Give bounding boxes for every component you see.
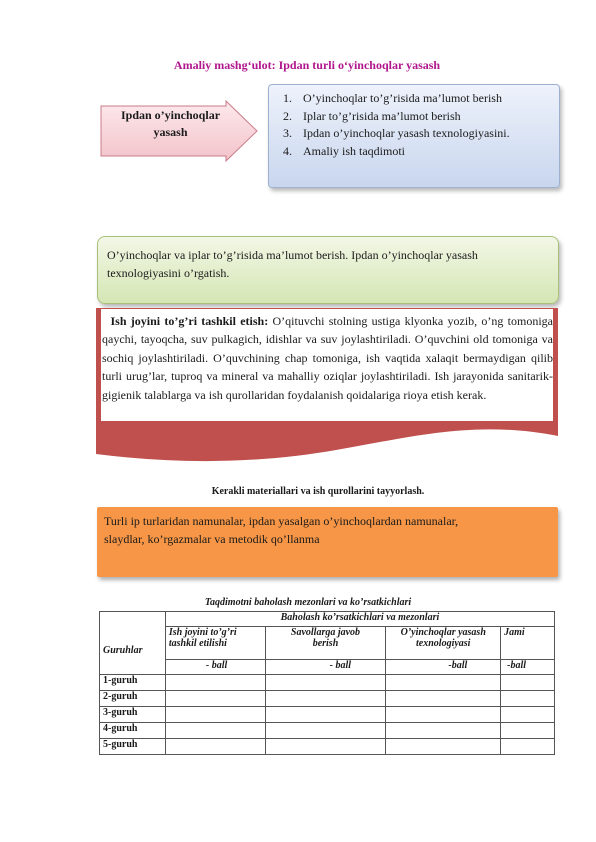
score-cell[interactable] [165,691,265,707]
score-cell[interactable] [165,707,265,723]
organization-body: O’qituvchi stolning ustiga klyonka yozib, o’ng tomoniga qaychi, tayoqcha, suv pulkagich, idishlar va suv joylashtiriladi. O’quvchini old tomoniga va sochiq joylashtiriladi. O’quvchining chap tomoniga, ish vaqtida xalaqit bermaydigan qilib turli urug’lar, tuproq va mineral va mahalliy oziqlar joylashtiriladi. Ish jarayonida sanitarik-gigienik talablarga va ish qurollaridan foydalanish qoidalariga rioya etish kerak. [102,314,553,402]
page-title: Amaliy mashg‘ulot: Ipdan turli o‘yinchoqlar yasash [173,58,441,72]
criterion-line: tashkil etilishi [168,638,227,649]
points-cell: - ball [265,660,386,675]
criteria-header: Baholash ko’rsatkichlari va mezonlari [165,612,554,627]
total-cell[interactable] [501,707,555,723]
step-text: Ipdan o’yinchoqlar yasash texnologiyasini. [303,126,510,140]
step-number: 1. [283,91,292,105]
step-number: 2. [283,108,292,123]
score-cell[interactable] [386,723,501,739]
total-cell[interactable] [501,739,555,755]
goal-text [107,246,547,282]
step-number: 3. [283,126,292,140]
step-item [283,143,510,161]
group-name: 4-guruh [100,723,166,739]
score-cell[interactable] [265,739,386,755]
step-text: O’yinchoqlar to’g’risida ma’lumot berish [303,91,502,105]
total-cell[interactable] [501,675,555,691]
score-cell[interactable] [265,723,386,739]
steps-list [283,90,510,160]
criterion-line: berish [312,638,339,649]
group-name: 3-guruh [100,707,166,723]
step-item [283,125,510,143]
points-cell: - ball [165,660,265,675]
criterion-line: Savollarga javob [290,627,361,638]
score-cell[interactable] [265,675,386,691]
materials-text [104,512,544,548]
table-row [100,707,555,723]
criterion-line: texnologiyasi [416,638,471,649]
group-name: 5-guruh [100,739,166,755]
criterion-header [386,627,501,660]
organization-heading: Ish joyini to’g’ri tashkil etish: [110,314,269,328]
grading-table [99,611,555,755]
score-cell[interactable] [165,739,265,755]
criterion-header [501,627,555,660]
topic-arrow-label [108,107,233,141]
groups-header: Guruhlar [100,612,166,675]
score-cell[interactable] [386,739,501,755]
criterion-header [265,627,386,660]
score-cell[interactable] [265,691,386,707]
table-row [100,739,555,755]
topic-line-1: Ipdan o’yinchoqlar [120,108,221,122]
table-row [100,723,555,739]
table-row [100,691,555,707]
score-cell[interactable] [265,707,386,723]
criterion-line: Jami [504,627,525,638]
goal-line-1: O’yinchoqlar va iplar to’g’risida ma’lumot berish. Ipdan o’yinchoqlar yasash [107,248,478,262]
points-cell: -ball [501,660,555,675]
materials-title: Kerakli materiallari va ish qurollarini tayyorlash. [211,486,425,497]
materials-line-2: slaydlar, ko’rgazmalar va metodik qo’llanma [104,532,320,546]
score-cell[interactable] [386,707,501,723]
step-number: 4. [283,143,292,158]
step-item [283,90,510,108]
organization-text [102,312,553,404]
score-cell[interactable] [165,675,265,691]
materials-line-1: Turli ip turlaridan namunalar, ipdan yasalgan o’yinchoqlardan namunalar, [104,514,459,528]
total-cell[interactable] [501,691,555,707]
total-cell[interactable] [501,723,555,739]
group-name: 2-guruh [100,691,166,707]
criterion-header [165,627,265,660]
score-cell[interactable] [386,691,501,707]
step-item [283,108,510,126]
table-title: Taqdimotni baholash mezonlari va ko’rsatkichlari [204,597,412,608]
topic-line-2: yasash [153,125,188,139]
step-text: Amaliy ish taqdimoti [303,143,405,158]
group-name: 1-guruh [100,675,166,691]
criterion-line: O’yinchoqlar yasash [400,627,486,638]
points-cell: -ball [386,660,501,675]
goal-line-2: texnologiyasini o’rgatish. [107,266,230,280]
table-row [100,675,555,691]
score-cell[interactable] [165,723,265,739]
score-cell[interactable] [386,675,501,691]
step-text: Iplar to’g’risida ma’lumot berish [303,108,461,123]
criterion-line: Ish joyini to’g’ri [168,627,237,638]
